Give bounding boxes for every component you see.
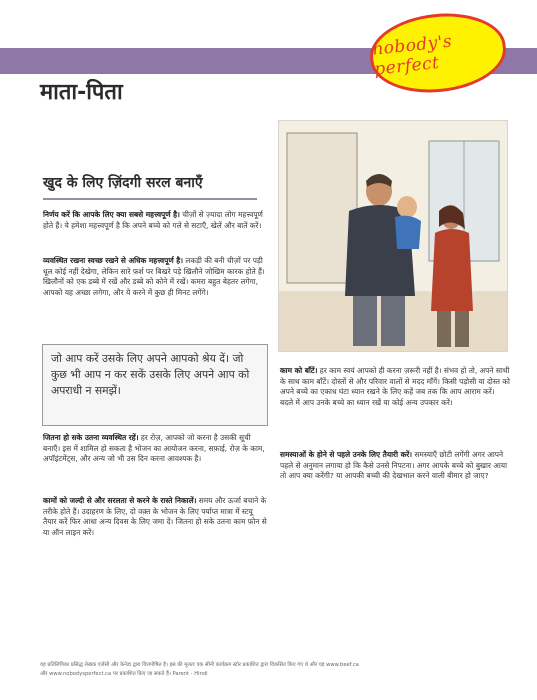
footer-line-1: यह प्रतिलिपिका प्रसिद्ध लेखक एजेंसी और केनेडा द्वारा वित्तपोषित है। इस की मूलतः एक सीनी कार्यक्रम स्टोर प्रकाशित द्वारा विकसित किए गए थे और यह www.beef.ca (40, 662, 359, 668)
section-heading: खुद के लिए ज़िंदगी सरल बनाएँ (43, 173, 268, 200)
pull-quote: जो आप करें उसके लिए अपने आपको श्रेय दें। जो कुछ भी आप न कर सकें उसके लिए अपने आप को अपराधी न समझें। (42, 344, 268, 426)
paragraph-lead: समस्याओं के होने से पहले उनके लिए तैयारी करें। (280, 450, 413, 459)
footer-credits (40, 661, 510, 679)
footer-line-2: और www.nobodysperfect.ca पर प्रकाशित किए जा सकते हैं। Parent - Hindi (40, 671, 208, 677)
paragraph-stay-organized (43, 433, 268, 465)
family-illustration-drawing (279, 121, 508, 352)
paragraph-body: समस्याएँ छोटी लगेंगी अगर आपने पहले से अनुमान लगाया हो कि कैसे उनसे निपटना। अगर आपके बच्चे को बुखार आया तो आप क्या करेंगी? या आपकी बच्ची की देखभाल करने वाली बीमार हो जाए? (280, 450, 507, 481)
family-illustration (278, 120, 508, 352)
paragraph-lead: काम को बाँटें। (280, 366, 318, 375)
paragraph-lead: कामों को जल्दी से और सरलता से करने के रास्ते निकालें। (43, 496, 197, 505)
paragraph-body: लकड़ी की बनी चीज़ों पर पड़ी धूल कोई नहीं देखेगा, लेकिन सारे फ़र्श पर बिखरे पड़े खिलौने जोखिम कारक होते हैं। खिलौनों को एक डब्बे में रखें और डब्बे को कोने में रखें। कमरा बहुत बेहतर लगेगा, आपको यह अच्छा लगेगा, और ये करने में कुछ ही मिनट लगेंगे। (43, 256, 265, 297)
paragraph-lead: व्यवस्थित रखना स्वच्छ रखने से अधिक महत्त्वपूर्ण है। (43, 256, 184, 265)
paragraph-priorities (43, 210, 268, 231)
page-title: माता-पिता (40, 80, 123, 105)
paragraph-organize (43, 256, 268, 298)
paragraph-share-work (280, 366, 510, 408)
paragraph-body: समय और ऊर्जा बचाने के तरीके होते हैं। उदाहरण के लिए, दो वक़्त के भोजन के लिए पर्याप्त मात्रा में स्टयू तैयार करें फिर आधा अन्य दिवस के लिए जमा दें। जितना हो सके उतना काम फ़ोन से या ऑन लाइन करें। (43, 496, 267, 537)
paragraph-prepare (280, 450, 510, 482)
paragraph-body: हर रोज़, आपको जो करना है उसकी सूची बनाएँ। इस में शामिल हो सकता है भोजन का आयोजन करना, सफ़ाई, रोज़ के काम, अपॉइंटमेंट्स, और अन्य जो भी उस दिन करना आवश्यक है। (43, 433, 265, 464)
logo-text: nobody's perfect (371, 31, 454, 80)
paragraph-body: चीज़ों से ज़्यादा लोग महत्त्वपूर्ण होते हैं। ये हमेशा महत्त्वपूर्ण है कि अपने बच्चे को गले से सटाएँ, खेलें और बातें करें। (43, 210, 263, 230)
paragraph-lead: जितना हो सके उतना व्यवस्थित रहें। (43, 433, 139, 442)
paragraph-body: हर काम स्वयं आपको ही करना ज़रूरी नहीं है। संभव हो तो, अपने साथी के साथ काम बाँटें। दोस्तों से और परिवार वालों से मदद माँगें। किसी पड़ोसी या दोस्त को अपने बच्चे का एकाध घंटा ध्यान रखने के लिए कहें जब तक कि आप आराम करें। बदले में आप उनके बच्चे का ध्यान रखें या कोई अन्य उपकार करें। (280, 366, 510, 407)
paragraph-shortcuts (43, 496, 268, 538)
paragraph-lead: निर्णय करें कि आपके लिए क्या सबसे महत्त्वपूर्ण है। (43, 210, 180, 219)
